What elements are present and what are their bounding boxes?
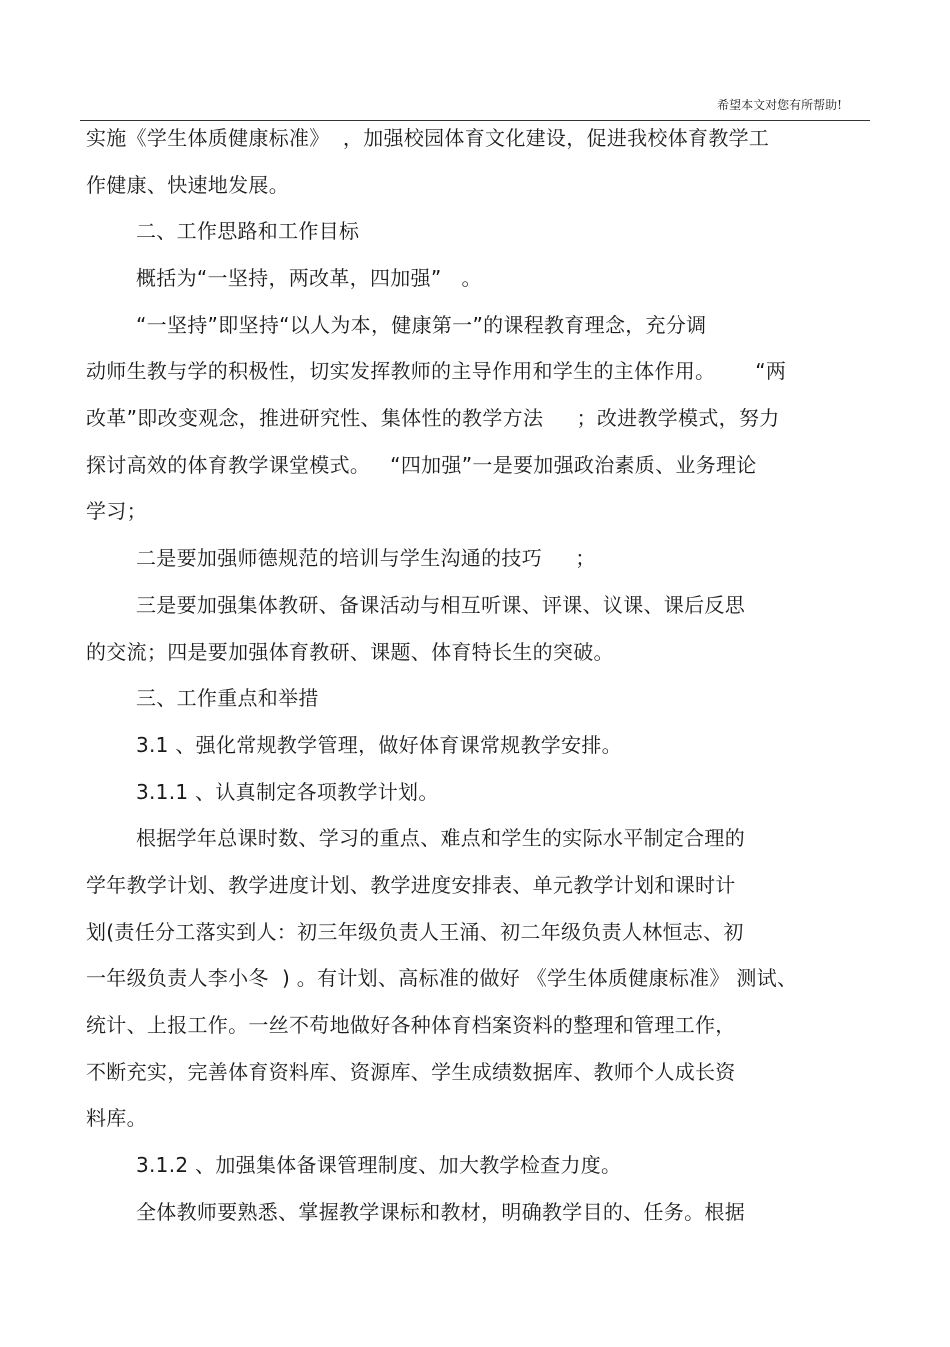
header-note: 希望本文对您有所帮助!	[717, 98, 842, 112]
body-line: 划(责任分工落实到人：初三年级负责人王涌、初二年级负责人林恒志、初	[86, 920, 744, 944]
header-rule	[80, 120, 870, 121]
section-heading: 三、工作重点和举措	[136, 686, 319, 710]
body-line: 不断充实，完善体育资料库、资源库、学生成绩数据库、教师个人成长资	[86, 1060, 736, 1084]
body-line: 二是要加强师德规范的培训与学生沟通的技巧 ；	[136, 546, 596, 570]
body-line: 学习；	[86, 499, 147, 523]
section-heading: 二、工作思路和工作目标	[136, 219, 360, 243]
body-line: 改革”即改变观念，推进研究性、集体性的教学方法 ；改进教学模式，努力	[86, 406, 780, 430]
body-line: 料库。	[86, 1106, 147, 1130]
body-line: 的交流；四是要加强体育教研、课题、体育特长生的突破。	[86, 640, 614, 664]
body-line: 全体教师要熟悉、掌握教学课标和教材，明确教学目的、任务。根据	[136, 1200, 745, 1224]
body-line: 实施《学生体质健康标准》 ，加强校园体育文化建设，促进我校体育教学工	[86, 126, 770, 150]
body-line: 统计、上报工作。一丝不苟地做好各种体育档案资料的整理和管理工作，	[86, 1013, 736, 1037]
body-line: 动师生教与学的积极性，切实发挥教师的主导作用和学生的主体作用。 “两	[86, 359, 787, 383]
subsection-heading: 3.1 、强化常规教学管理，做好体育课常规教学安排。	[136, 733, 622, 757]
body-line: 三是要加强集体教研、备课活动与相互听课、评课、议课、课后反思	[136, 593, 745, 617]
body-line: 一年级负责人李小冬 ) 。有计划、高标准的做好 《学生体质健康标准》 测试、	[86, 966, 798, 990]
subsection-heading: 3.1.2 、加强集体备课管理制度、加大教学检查力度。	[136, 1153, 622, 1177]
subsection-heading: 3.1.1 、认真制定各项教学计划。	[136, 780, 439, 804]
body-line: 根据学年总课时数、学习的重点、难点和学生的实际水平制定合理的	[136, 826, 745, 850]
body-line: 概括为“一坚持，两改革，四加强” 。	[136, 266, 482, 290]
body-line: 作健康、快速地发展。	[86, 173, 289, 197]
body-line: 探讨高效的体育教学课堂模式。 “四加强”一是要加强政治素质、业务理论	[86, 453, 757, 477]
body-line: “一坚持”即坚持“以人为本，健康第一”的课程教育理念，充分调	[136, 313, 707, 337]
body-line: 学年教学计划、教学进度计划、教学进度安排表、单元教学计划和课时计	[86, 873, 736, 897]
